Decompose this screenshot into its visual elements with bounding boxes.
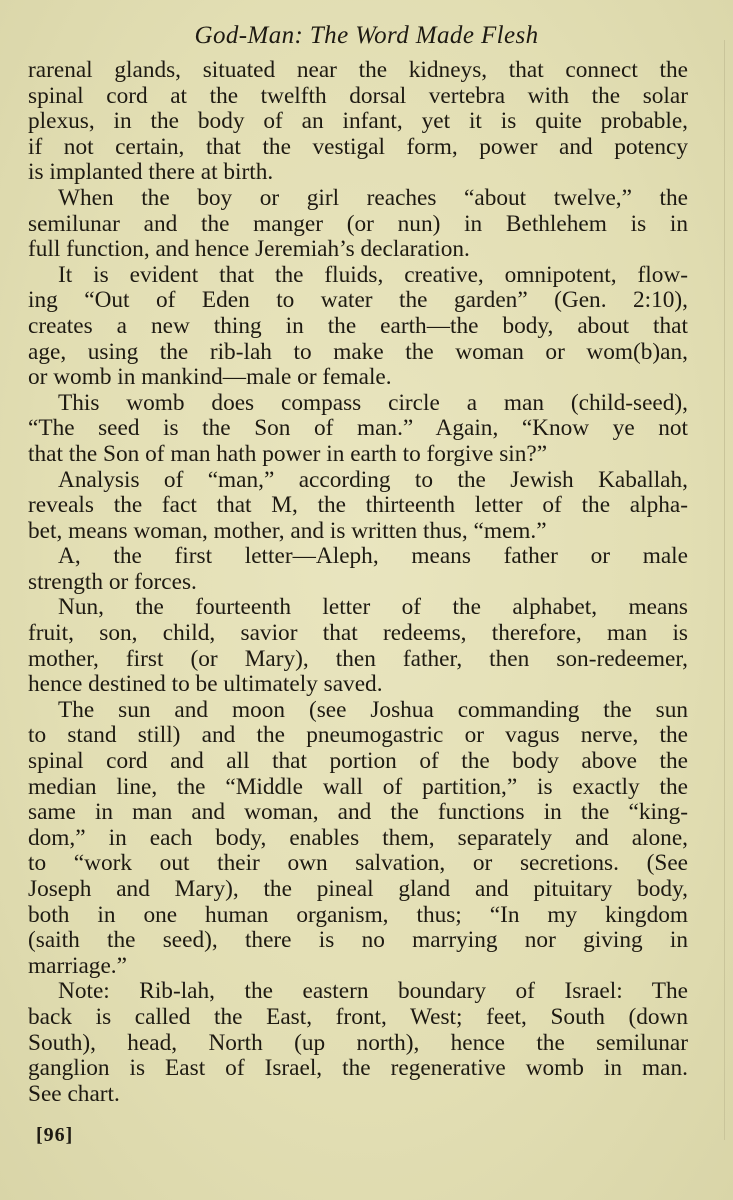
text-line: A, the first letter—Aleph, means father or male bbox=[58, 543, 688, 570]
text-line: median line, the “Middle wall of partition,” is exactly the bbox=[28, 773, 688, 800]
paragraph bbox=[28, 186, 688, 263]
text-line: Analysis of “man,” according to the Jewish Kaballah, bbox=[58, 466, 688, 493]
paragraph bbox=[28, 595, 688, 697]
text-line: dom,” in each body, enables them, separately and alone, bbox=[28, 824, 688, 851]
text-line: When the boy or girl reaches “about twelve,” the bbox=[58, 184, 688, 211]
paragraph bbox=[28, 544, 688, 595]
text-line: age, using the rib-lah to make the woman or wom(b)an, bbox=[28, 338, 688, 365]
text-line: both in one human organism, thus; “In my kingdom bbox=[28, 901, 688, 928]
text-line: reveals the fact that M, the thirteenth letter of the alpha- bbox=[28, 492, 688, 519]
text-line: “The seed is the Son of man.” Again, “Know ye not bbox=[28, 415, 688, 442]
paragraph bbox=[28, 58, 688, 186]
body-text bbox=[28, 58, 688, 1107]
paragraph bbox=[28, 263, 688, 391]
text-line: It is evident that the fluids, creative, omnipotent, flow- bbox=[58, 261, 688, 288]
text-line: See chart. bbox=[28, 1080, 120, 1107]
text-line: spinal cord at the twelfth dorsal vertebra with the solar bbox=[28, 82, 688, 109]
text-line: Joseph and Mary), the pineal gland and pituitary body, bbox=[28, 876, 688, 902]
paragraph bbox=[28, 979, 688, 1107]
text-line: is implanted there at birth. bbox=[28, 159, 274, 186]
text-line: if not certain, that the vestigal form, power and potency bbox=[28, 133, 688, 160]
text-line: This womb does compass circle a man (child-seed), bbox=[58, 389, 688, 416]
text-line: fruit, son, child, savior that redeems, therefore, man is bbox=[28, 620, 688, 647]
text-line: to “work out their own salvation, or secretions. (See bbox=[28, 850, 688, 877]
running-header: God-Man: The Word Made Flesh bbox=[194, 22, 539, 49]
text-line: ganglion is East of Israel, the regenerative womb in man. bbox=[28, 1055, 688, 1082]
text-line: bet, means woman, mother, and is written thus, “mem.” bbox=[28, 517, 547, 544]
text-line: hence destined to be ultimately saved. bbox=[28, 671, 383, 698]
paragraph bbox=[28, 468, 688, 545]
text-line: South), head, North (up north), hence the semilunar bbox=[28, 1029, 688, 1056]
paragraph bbox=[28, 391, 688, 468]
text-line: strength or forces. bbox=[28, 568, 197, 595]
page-edge bbox=[724, 40, 725, 1140]
text-line: or womb in mankind—male or female. bbox=[28, 364, 392, 391]
text-line: The sun and moon (see Joshua commanding the sun bbox=[58, 696, 688, 723]
text-line: to stand still) and the pneumogastric or vagus nerve, the bbox=[28, 722, 688, 749]
text-line: same in man and woman, and the functions in the “king- bbox=[28, 799, 688, 826]
text-line: that the Son of man hath power in earth to forgive sin?” bbox=[28, 440, 548, 467]
paragraph bbox=[28, 698, 688, 980]
text-line: spinal cord and all that portion of the body above the bbox=[28, 748, 688, 775]
text-line: creates a new thing in the earth—the body, about that bbox=[28, 312, 688, 339]
text-line: marriage.” bbox=[28, 952, 127, 979]
text-line: back is called the East, front, West; feet, South (down bbox=[28, 1003, 688, 1030]
text-line: Note: Rib-lah, the eastern boundary of Israel: The bbox=[58, 978, 688, 1005]
text-line: mother, first (or Mary), then father, then son-redeemer, bbox=[28, 645, 688, 672]
text-line: full function, and hence Jeremiah’s declaration. bbox=[28, 236, 470, 263]
text-line: (saith the seed), there is no marrying nor giving in bbox=[28, 927, 688, 954]
page-number: [96] bbox=[36, 1124, 74, 1146]
text-line: ing “Out of Eden to water the garden” (Gen. 2:10), bbox=[28, 287, 688, 314]
text-line: plexus, in the body of an infant, yet it is quite probable, bbox=[28, 108, 688, 135]
text-line: semilunar and the manger (or nun) in Bethlehem is in bbox=[28, 210, 688, 237]
text-line: rarenal glands, situated near the kidneys, that connect the bbox=[28, 57, 688, 83]
text-line: Nun, the fourteenth letter of the alphabet, means bbox=[58, 594, 688, 621]
